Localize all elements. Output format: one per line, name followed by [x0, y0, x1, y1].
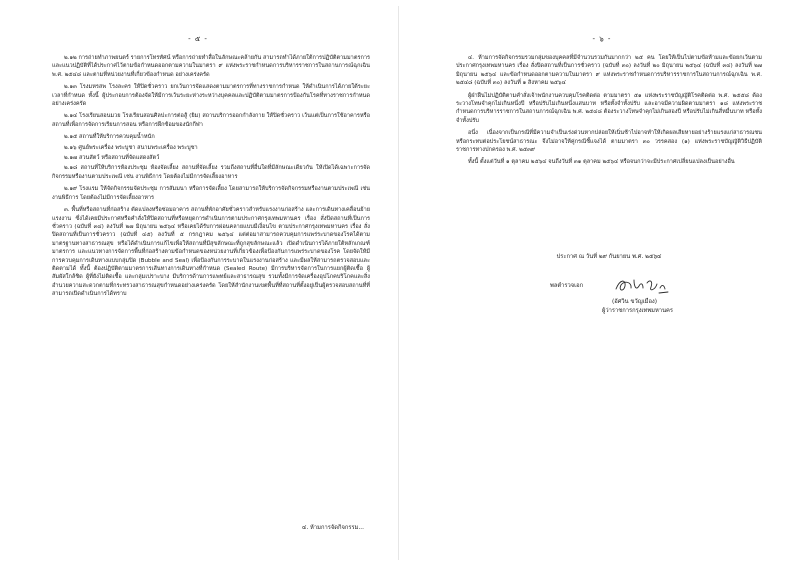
signer-rank: พลตำรวจเอก — [550, 283, 584, 289]
paragraph: ๒.๑๕ สถานที่ให้บริการควบคุมน้ำหนัก — [64, 134, 155, 141]
paragraph: ทั้งนี้ ตั้งแต่วันที่ ๑ ตุลาคม ๒๕๖๔ จนถึงวันที่ ๓๑ ตุลาคม ๒๕๖๔ หรือจนกว่าจะมีประกาศเปลี่ยนแปลงเป็นอย่างอื่น — [468, 159, 735, 166]
continuation-footer: ๔. ห้ามการจัดกิจกรรม... — [301, 525, 364, 531]
paragraph: ๒.๑๘ สถานที่ให้บริการห้องประชุม ห้องจัดเลี้ยง สถานที่จัดเลี้ยง รวมถึงสถานที่อื่นใดที่มีลักษณะเดียวกัน ให้เปิดได้เฉพาะการจัดกิจกรรมหรืองานตามประเพณี เช่น งานพิธีการ โดยต้องไม่มีการจัดเลี้ยงอาหาร — [52, 165, 370, 180]
paragraph: ๒.๑๓ โรงมหรสพ โรงละคร ให้ปิดชั่วคราว ยกเว้นการจัดแสดงตามมาตรการที่ทางราชการกำหนด ให้ดำเนินการได้ภายใต้ระยะเวลาที่กำหนด ทั้งนี้ ผู้ประกอบการต้องจัดให้มีการเว้นระยะห่างระหว่างบุคคลและปฏิบัติตามมาตรการป้องกันโรคที่ทางราชการกำหนดอย่างเคร่งครัด — [52, 84, 370, 108]
right-page — [410, 10, 794, 556]
paragraph: ๓. พื้นที่หรือสถานที่ก่อสร้าง ตัดแปลงหรือซ่อมอาคาร สถานที่พักอาศัยชั่วคราวสำหรับแรงงานก่อสร้าง และการเดินทางเคลื่อนย้ายแรงงาน ซึ่งได้เคยมีประกาศหรือคำสั่งให้ปิดสถานที่หรือหยุดการดำเนินการตามประกาศกรุงเทพมหานคร เรื่อง สั่งปิดสถานที่เป็นการชั่วคราว (ฉบับที่ ๓๔) ลงวันที่ ๒๗ มิถุนายน ๒๕๖๔ หรือเคยได้รับการผ่อนคลายแบบมีเงื่อนไข ตามประกาศกรุงเทพมหานคร เรื่อง สั่งปิดสถานที่เป็นการชั่วคราว (ฉบับที่ ๔๕) ลงวันที่ ๕ กรกฎาคม ๒๕๖๔ แต่ต่อมาสามารถควบคุมการแพร่ระบาดของโรคได้ตามมาตรฐานทางสาธารณสุข หรือได้ดำเนินการแก้ไขเพื่อให้สถานที่มีสุขลักษณะที่ถูกสุขลักษณะแล้ว เปิดดำเนินการได้ภายใต้หลักเกณฑ์ มาตรการ และแนวทางการจัดการพื้นที่ก่อสร้างตามข้อกำหนดของหน่วยงานที่เกี่ยวข้องเพื่อป้องกันการแพร่ระบาดของโรค โดยจัดให้มีการควบคุมการเดินทางแบบกลุ่มปิด (Bubble and Seal) เพื่อป้องกันการระบาดในแรงงานก่อสร้าง และมีผลให้สามารถตรวจสอบและติดตามได้ ทั้งนี้ ต้องปฏิบัติตามมาตรการเส้นทางการเดินทางที่กำหนด (Sealed Route) มีการบริหารจัดการในการแยกผู้ติดเชื้อ ผู้สัมผัสใกล้ชิด ผู้ที่ยังไม่ติดเชื้อ และกลุ่มเปราะบาง มีบริการด้านการแพทย์และสาธารณสุข รวมทั้งมีการจัดเครื่องอุปโภคบริโภคและสิ่งอำนวยความสะดวกตามที่กระทรวงสาธารณสุขกำหนดอย่างเคร่งครัด โดยให้สำนักงานเขตพื้นที่ที่สถานที่ตั้งอยู่เป็นผู้ตรวจสอบสถานที่ที่สามารถเปิดดำเนินการได้ทราบ — [52, 207, 370, 298]
page-number: - ๖ - — [592, 35, 612, 43]
page-gutter — [398, 6, 399, 560]
page-body — [52, 54, 370, 303]
page-body — [456, 54, 762, 171]
signer-position: ผู้ว่าราชการกรุงเทพมหานคร — [602, 308, 674, 314]
paragraph: ๒.๑๖ ศูนย์พระเครื่อง พระบูชา สนามพระเครื่อง พระบูชา — [64, 144, 198, 151]
paragraph: ผู้ฝ่าฝืนไม่ปฏิบัติตามคำสั่งเจ้าพนักงานควบคุมโรคติดต่อ ตามมาตรา ๕๑ แห่งพระราชบัญญัติโรคติดต่อ พ.ศ. ๒๕๕๘ ต้องระวางโทษจำคุกไม่เกินหนึ่งปี หรือปรับไม่เกินหนึ่งแสนบาท หรือทั้งจำทั้งปรับ และอาจมีความผิดตามมาตรา ๑๘ แห่งพระราชกำหนดการบริหารราชการในสถานการณ์ฉุกเฉิน พ.ศ. ๒๕๔๘ ต้องระวางโทษจำคุกไม่เกินสองปี หรือปรับไม่เกินสี่หมื่นบาท หรือทั้งจำทั้งปรับ — [456, 92, 762, 124]
paragraph: ๒.๑๒ การถ่ายทำภาพยนตร์ รายการโทรทัศน์ หรือการถ่ายทำสื่อในลักษณะคล้ายกัน สามารถทำได้ภายใต้การปฏิบัติตามมาตรการและแนวปฏิบัติที่ได้ประกาศไว้ตามข้อกำหนดออกตามความในมาตรา ๙ แห่งพระราชกำหนดการบริหารราชการในสถานการณ์ฉุกเฉิน พ.ศ. ๒๕๔๘ และตามที่หน่วยงานที่เกี่ยวข้องกำหนด อย่างเคร่งครัด — [52, 55, 370, 78]
paragraph: ๒.๑๔ โรงเรียนสอนมวย โรงเรียนสอนศิลปะการต่อสู้ (ยิม) สถานบริการออกกำลังกาย ให้ปิดชั่วคราว เว้นแต่เป็นการใช้อาคารหรือสถานที่เพื่อการจัดการเรียนการสอน หรือการฝึกซ้อมของนักกีฬา — [52, 113, 370, 128]
left-page — [6, 10, 390, 556]
paragraph: ๒.๑๙ โรงแรม ให้จัดกิจกรรมจัดประชุม การสัมมนา หรือการจัดเลี้ยง โดยสามารถให้บริการจัดกิจกรรมหรืองานตามประเพณี เช่น งานพิธีการ โดยต้องไม่มีการจัดเลี้ยงอาหาร — [52, 186, 370, 201]
handwritten-signature — [612, 274, 672, 296]
announce-date: ประกาศ ณ วันที่ ๒๙ กันยายน พ.ศ. ๒๕๖๔ — [556, 254, 662, 260]
signer-name: (อัศวิน ขวัญเมือง) — [612, 299, 658, 305]
page-number: - ๕ - — [188, 35, 208, 43]
paragraph: ๒.๑๗ สวนสัตว์ หรือสถานที่จัดแสดงสัตว์ — [64, 155, 160, 162]
paragraph: อนึ่ง เนื่องจากเป็นกรณีที่มีความจำเป็นเร่งด่วนหากปล่อยให้เนิ่นช้าไปอาจทำให้เกิดผลเสียหายอย่างร้ายแรงแก่สาธารณชนหรือกระทบต่อประโยชน์สาธารณะ จึงไม่อาจให้คู่กรณีชี้แจงได้ ตามมาตรา ๓๐ วรรคสอง (๑) แห่งพระราชบัญญัติวิธีปฏิบัติราชการทางปกครอง พ.ศ. ๒๕๓๙ — [456, 130, 762, 154]
paragraph: ๔. ห้ามการจัดกิจกรรมรวมกลุ่มของบุคคลที่มีจำนวนรวมกันมากกว่า ๒๕ คน โดยให้เป็นไปตามข้อห้ามและข้อยกเว้นตามประกาศกรุงเทพมหานคร เรื่อง สั่งปิดสถานที่เป็นการชั่วคราว (ฉบับที่ ๓๐) ลงวันที่ ๒๐ มิถุนายน ๒๕๖๔ (ฉบับที่ ๓๔) ลงวันที่ ๒๗ มิถุนายน ๒๕๖๔ และข้อกำหนดออกตามความในมาตรา ๙ แห่งพระราชกำหนดการบริหารราชการในสถานการณ์ฉุกเฉิน พ.ศ. ๒๕๔๘ (ฉบับที่ ๓๐) ลงวันที่ ๑ สิงหาคม ๒๕๖๔ — [456, 55, 762, 87]
